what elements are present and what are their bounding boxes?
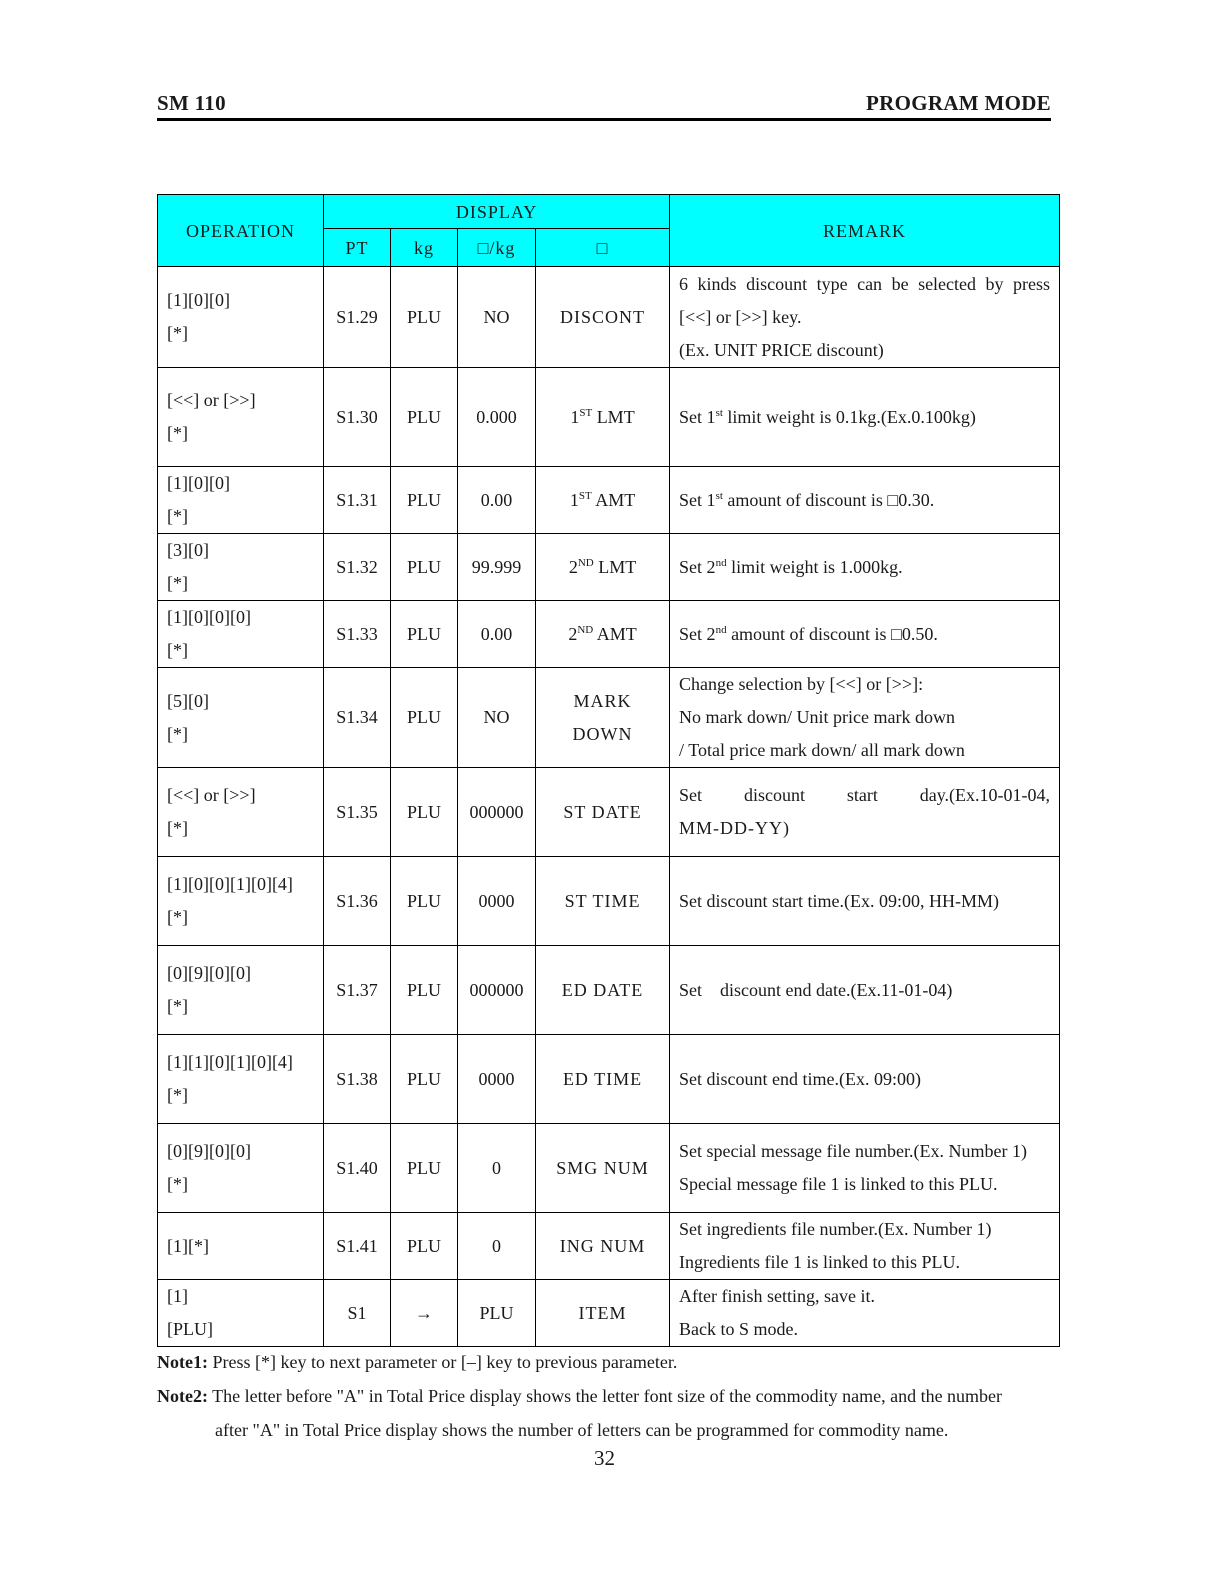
table-row	[158, 601, 1060, 668]
remark-cell: Set 1st limit weight is 0.1kg.(Ex.0.100kg)	[670, 368, 1060, 467]
table-row	[158, 946, 1060, 1035]
operation-cell: [1][0][0][1][0][4] [*]	[158, 857, 324, 946]
pt-cell: S1.36	[324, 857, 391, 946]
header-display: DISPLAY	[324, 195, 670, 229]
display-cell: 2ND AMT	[536, 601, 670, 668]
note-1: Note1: Press [*] key to next parameter or [–] key to previous parameter.	[157, 1352, 678, 1372]
per-kg-cell: 0.000	[458, 368, 536, 467]
note-2-continuation: after "A" in Total Price display shows the number of letters can be programmed for commodity name.	[215, 1420, 949, 1440]
display-cell: ST TIME	[536, 857, 670, 946]
pt-cell: S1.41	[324, 1213, 391, 1280]
remark-cell: Set discount start time.(Ex. 09:00, HH-MM)	[670, 857, 1060, 946]
note-2: Note2: The letter before "A" in Total Price display shows the letter font size of the commodity name, and the number	[157, 1386, 1003, 1406]
operation-cell: [<<] or [>>] [*]	[158, 368, 324, 467]
operation-cell: [1][0][0] [*]	[158, 467, 324, 534]
table-row	[158, 368, 1060, 467]
pt-cell: S1.37	[324, 946, 391, 1035]
header-operation: OPERATION	[158, 195, 324, 267]
kg-cell: →	[391, 1280, 458, 1347]
remark-cell: Set discount start day.(Ex.10-01-04, MM-DD-YY)	[670, 768, 1060, 857]
section-title: PROGRAM MODE	[866, 91, 1051, 115]
model-title: SM 110	[157, 91, 226, 115]
operation-cell: [0][9][0][0] [*]	[158, 946, 324, 1035]
kg-cell: PLU	[391, 467, 458, 534]
operation-cell: [1][0][0] [*]	[158, 267, 324, 368]
remark-cell: After finish setting, save it. Back to S mode.	[670, 1280, 1060, 1347]
remark-cell: Set discount end date.(Ex.11-01-04)	[670, 946, 1060, 1035]
kg-cell: PLU	[391, 768, 458, 857]
kg-cell: PLU	[391, 267, 458, 368]
header-pt: PT	[324, 229, 391, 267]
per-kg-cell: 0.00	[458, 601, 536, 668]
kg-cell: PLU	[391, 857, 458, 946]
kg-cell: PLU	[391, 668, 458, 768]
remark-cell: 6 kinds discount type can be selected by press [<<] or [>>] key. (Ex. UNIT PRICE discount)	[670, 267, 1060, 368]
notes	[157, 1345, 1057, 1447]
program-mode-table	[157, 194, 1060, 1347]
table-row	[158, 1213, 1060, 1280]
operation-cell: [0][9][0][0] [*]	[158, 1124, 324, 1213]
display-cell: 1ST LMT	[536, 368, 670, 467]
display-cell: MARK DOWN	[536, 668, 670, 768]
kg-cell: PLU	[391, 368, 458, 467]
pt-cell: S1.32	[324, 534, 391, 601]
per-kg-cell: 0000	[458, 857, 536, 946]
remark-cell: Set discount end time.(Ex. 09:00)	[670, 1035, 1060, 1124]
operation-cell: [1] [PLU]	[158, 1280, 324, 1347]
kg-cell: PLU	[391, 1213, 458, 1280]
header-kg: kg	[391, 229, 458, 267]
table-row	[158, 857, 1060, 946]
operation-cell: [3][0] [*]	[158, 534, 324, 601]
per-kg-cell: 0000	[458, 1035, 536, 1124]
pt-cell: S1.30	[324, 368, 391, 467]
display-cell: 1ST AMT	[536, 467, 670, 534]
pt-cell: S1.40	[324, 1124, 391, 1213]
per-kg-cell: 0	[458, 1124, 536, 1213]
operation-cell: [1][1][0][1][0][4] [*]	[158, 1035, 324, 1124]
table-row	[158, 467, 1060, 534]
per-kg-cell: NO	[458, 668, 536, 768]
remark-cell: Set special message file number.(Ex. Number 1) Special message file 1 is linked to this PLU.	[670, 1124, 1060, 1213]
kg-cell: PLU	[391, 601, 458, 668]
table-row	[158, 267, 1060, 368]
kg-cell: PLU	[391, 1035, 458, 1124]
kg-cell: PLU	[391, 534, 458, 601]
pt-cell: S1.34	[324, 668, 391, 768]
display-cell: ING NUM	[536, 1213, 670, 1280]
header-remark: REMARK	[670, 195, 1060, 267]
header-per-kg: □/kg	[458, 229, 536, 267]
page-number: 32	[594, 1446, 615, 1470]
per-kg-cell: 0	[458, 1213, 536, 1280]
pt-cell: S1.29	[324, 267, 391, 368]
remark-cell: Change selection by [<<] or [>>]: No mark down/ Unit price mark down / Total price mark down/ all mark down	[670, 668, 1060, 768]
pt-cell: S1.38	[324, 1035, 391, 1124]
operation-cell: [<<] or [>>] [*]	[158, 768, 324, 857]
remark-cell: Set 2nd limit weight is 1.000kg.	[670, 534, 1060, 601]
pt-cell: S1	[324, 1280, 391, 1347]
kg-cell: PLU	[391, 946, 458, 1035]
remark-cell: Set 2nd amount of discount is □0.50.	[670, 601, 1060, 668]
per-kg-cell: 000000	[458, 946, 536, 1035]
table-row	[158, 1124, 1060, 1213]
operation-cell: [5][0] [*]	[158, 668, 324, 768]
operation-cell: [1][0][0][0] [*]	[158, 601, 324, 668]
remark-cell: Set ingredients file number.(Ex. Number 1) Ingredients file 1 is linked to this PLU.	[670, 1213, 1060, 1280]
pt-cell: S1.31	[324, 467, 391, 534]
page-header	[157, 90, 1051, 121]
display-cell: 2ND LMT	[536, 534, 670, 601]
per-kg-cell: 99.999	[458, 534, 536, 601]
display-cell: ITEM	[536, 1280, 670, 1347]
per-kg-cell: NO	[458, 267, 536, 368]
remark-cell: Set 1st amount of discount is □0.30.	[670, 467, 1060, 534]
operation-cell: [1][*]	[158, 1213, 324, 1280]
display-cell: ED DATE	[536, 946, 670, 1035]
per-kg-cell: PLU	[458, 1280, 536, 1347]
pt-cell: S1.33	[324, 601, 391, 668]
pt-cell: S1.35	[324, 768, 391, 857]
per-kg-cell: 0.00	[458, 467, 536, 534]
kg-cell: PLU	[391, 1124, 458, 1213]
table-row	[158, 1035, 1060, 1124]
table-row	[158, 768, 1060, 857]
per-kg-cell: 000000	[458, 768, 536, 857]
table-row	[158, 534, 1060, 601]
display-cell: DISCONT	[536, 267, 670, 368]
table-row	[158, 668, 1060, 768]
display-cell: ST DATE	[536, 768, 670, 857]
header-symbol: □	[536, 229, 670, 267]
display-cell: SMG NUM	[536, 1124, 670, 1213]
table-row	[158, 1280, 1060, 1347]
display-cell: ED TIME	[536, 1035, 670, 1124]
